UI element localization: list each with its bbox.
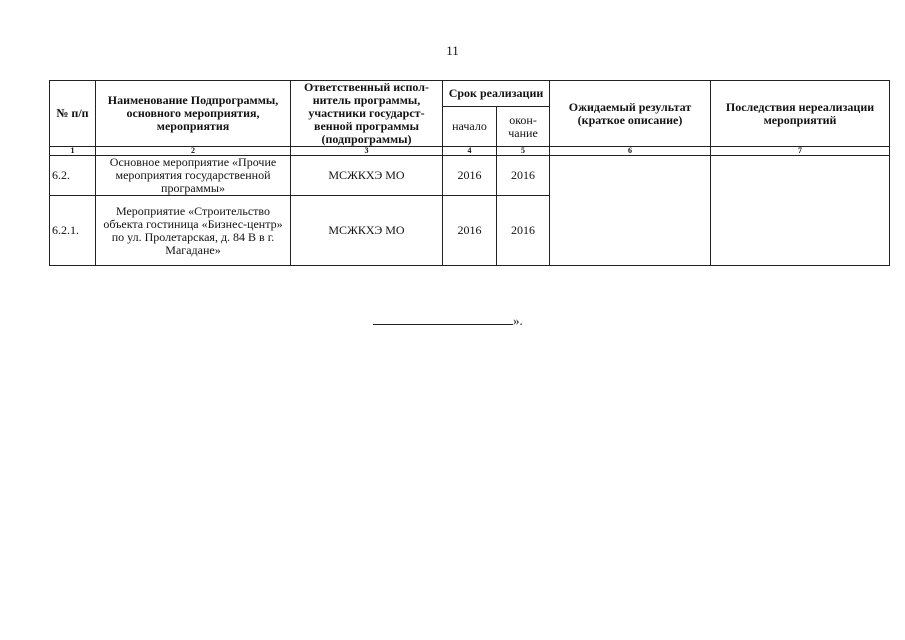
row-name: Мероприятие «Строительство объекта гостиница «Бизнес-центр» по ул. Пролетарская, д. 84 В в г. Магадане» <box>96 196 291 266</box>
page-number: 11 <box>446 43 459 58</box>
header-responsible: Ответственный испол- нитель программы, участники государст- венной программы (подпрограммы) <box>291 81 443 147</box>
row-consequences <box>711 156 890 266</box>
closing-line <box>373 313 523 329</box>
row-result <box>550 156 711 266</box>
header-row <box>50 81 890 107</box>
header-num: № п/п <box>50 81 96 147</box>
header-consequences: Последствия нереализации мероприятий <box>711 81 890 147</box>
column-number: 2 <box>96 147 291 156</box>
column-number: 5 <box>497 147 550 156</box>
header-term: Срок реализации <box>443 81 550 107</box>
row-start: 2016 <box>443 196 497 266</box>
table-row <box>50 156 890 196</box>
row-end: 2016 <box>497 156 550 196</box>
row-num: 6.2. <box>50 156 96 196</box>
header-name: Наименование Подпрограммы, основного мероприятия, мероприятия <box>96 81 291 147</box>
header-end: окон- чание <box>497 107 550 147</box>
row-end: 2016 <box>497 196 550 266</box>
column-number: 4 <box>443 147 497 156</box>
row-responsible: МСЖКХЭ МО <box>291 196 443 266</box>
header-start: начало <box>443 107 497 147</box>
column-number: 7 <box>711 147 890 156</box>
signature-underline <box>373 314 513 325</box>
column-number: 6 <box>550 147 711 156</box>
row-name: Основное мероприятие «Прочие мероприятия государственной программы» <box>96 156 291 196</box>
closing-quote-mark: ». <box>513 313 523 328</box>
measures-table <box>49 80 890 266</box>
header-result: Ожидаемый результат (краткое описание) <box>550 81 711 147</box>
column-number: 3 <box>291 147 443 156</box>
row-start: 2016 <box>443 156 497 196</box>
column-number: 1 <box>50 147 96 156</box>
row-responsible: МСЖКХЭ МО <box>291 156 443 196</box>
row-num: 6.2.1. <box>50 196 96 266</box>
